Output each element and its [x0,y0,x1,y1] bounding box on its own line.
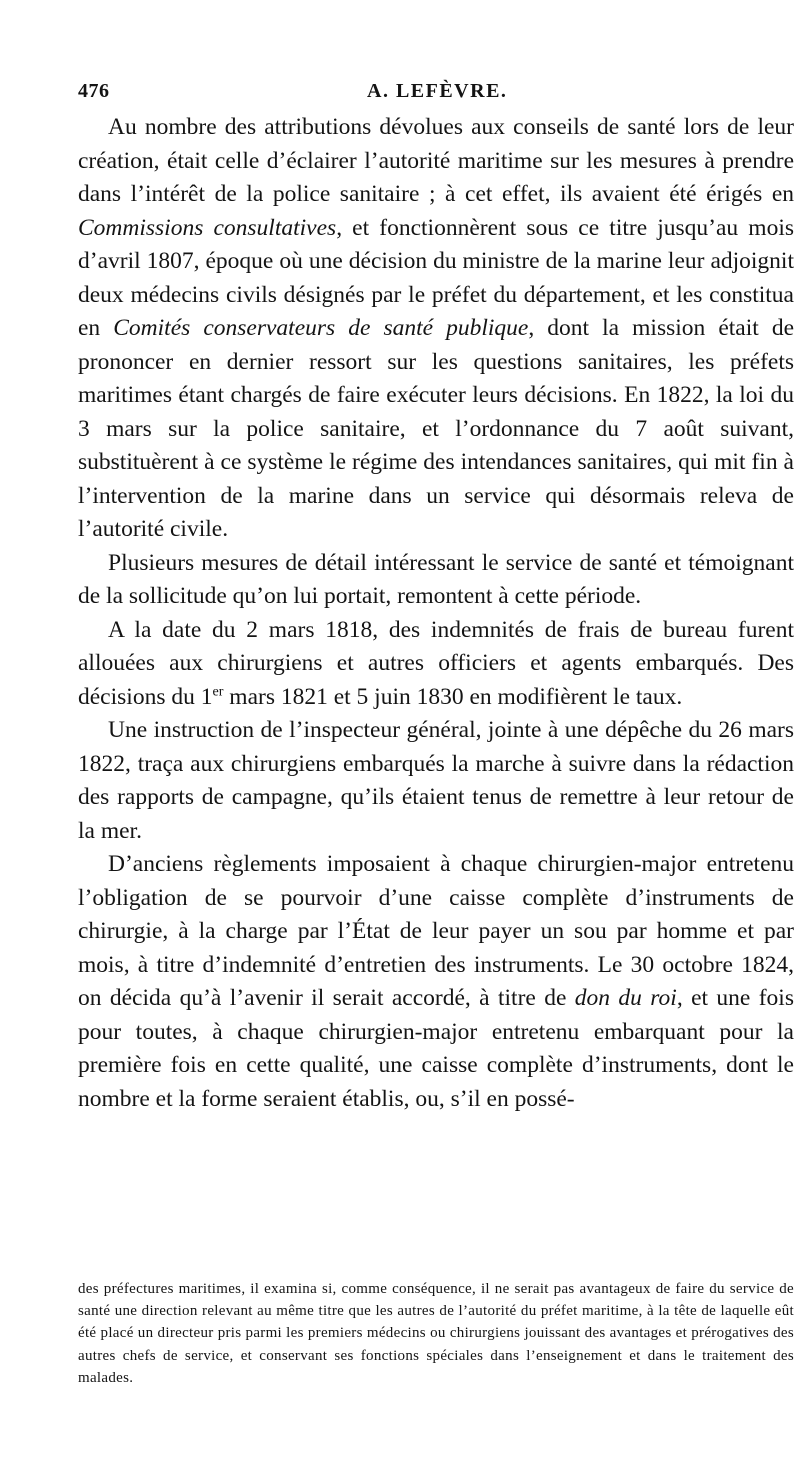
italic-don-du-roi: don du roi [574,985,677,1011]
italic-comites-conservateurs: Comités conservateurs de santé publique [113,315,529,341]
italic-commissions-consultatives: Commissions consultatives [78,214,337,241]
page-header [78,80,780,110]
paragraph-2: Plusieurs mesures de détail intéressant le service de santé et témoignant de la sollicitude qu’on lui portait, remontent à cette période. [78,549,794,609]
paragraph-3 [78,614,794,715]
paragraph-1 [78,111,794,547]
paragraph-1-text-c: , dont la mission était de prononcer en dernier ressort sur les questions sanitaires, les préfets maritimes étant chargés de faire exécuter leurs décisions. En 1822, la loi du 3 mars sur la police sanitaire, et l’ordonnance du 7 août suivant, substituèrent à ce système le régime des intendances sanitaires, qui mit fin à l’intervention de la marine dans un service qui désormais releva de l’autorité civile. [78,315,795,542]
paragraph-5-text-b: , et une fois pour toutes, à chaque chirurgien-major entretenu embarquant pour la première fois en cette qualité, une caisse complète d’instruments, dont le nombre et la forme seraient établis, ou, s’il en possé- [78,985,794,1112]
paragraph-5-text-a: D’anciens règlements imposaient à chaque chirurgien-major entretenu l’obligation de se pourvoir d’une caisse complète d’instruments de chirurgie, à la charge par l’État de leur payer un sou par homme et par mois, à titre d’indemnité d’entretien des instruments. Le 30 octobre 1824, on décida qu’à l’avenir il serait accordé, à titre de [78,851,794,1011]
paragraph-5 [78,848,794,1116]
page-number: 476 [78,80,110,102]
paragraph-4: Une instruction de l’inspecteur général, jointe à une dépêche du 26 mars 1822, traça aux chirurgiens embarqués la marche à suivre dans la rédaction des rapports de campagne, qu’ils étaient tenus de remettre à leur retour de la mer. [78,717,794,844]
paragraph-3-text-a: A la date du 2 mars 1818, des indemnités de frais de bureau furent allouées aux chirurgiens et autres officiers et agents embarqués. Des décisions du 1 [78,616,794,710]
main-text [78,111,794,1116]
paragraph-3-text-b: mars 1821 et 5 juin 1830 en modifièrent le taux. [223,683,683,710]
superscript-er: er [212,683,224,700]
footnote-text: des préfectures maritimes, il examina si, comme conséquence, il ne serait pas avantageux de faire du service de santé une direction relevant au même titre que les autres de l’autorité du préfet maritime, à la tête de laquelle eût été placé un directeur pris parmi les premiers médecins ou chirurgiens jouissant des avantages et prérogatives des autres chefs de service, et conservant ses fonctions spéciales dans l’enseignement et dans le traitement des malades. [78,1281,794,1386]
footnote [78,1278,794,1389]
paragraph-1-text-b: , et fonctionnèrent sous ce titre jusqu’au mois d’avril 1807, époque où une décision du ministre de la marine leur adjoignit deux médecins civils désignés par le préfet du département, et les constitua en [78,214,795,341]
paragraph-1-text-a: Au nombre des attributions dévolues aux conseils de santé lors de leur création, était celle d’éclairer l’autorité maritime sur les mesures à prendre dans l’intérêt de la police sanitaire ; à cet effet, ils avaient été érigés en [78,114,794,207]
running-head: A. LEFÈVRE. [367,80,508,102]
